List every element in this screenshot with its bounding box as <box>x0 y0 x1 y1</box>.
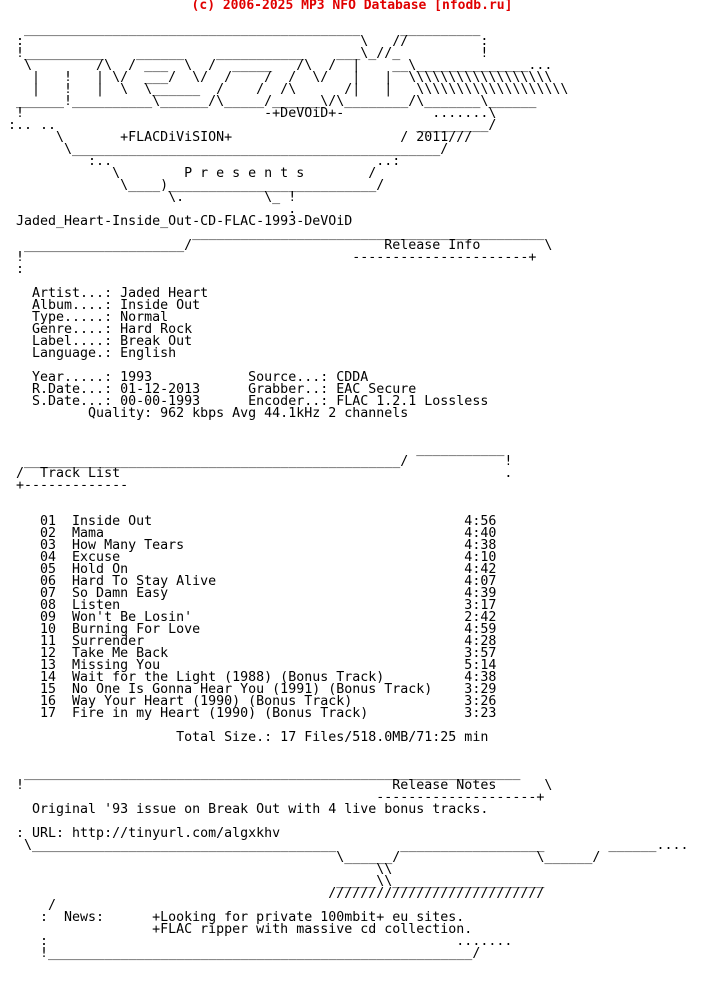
nfo-line: / <box>8 898 57 913</box>
nfo-line: Type.....: Normal <box>8 310 169 325</box>
nfo-line: R.Date...: 01-12-2013 Grabber..: EAC Secure <box>8 382 417 397</box>
nfo-text-body <box>8 12 688 960</box>
nfo-line: \______/ \______/ <box>8 850 601 865</box>
nfo-line: \ +FLACDiViSION+ / 2011/// <box>8 130 473 145</box>
nfo-line: !_____________________________________________________/ <box>8 946 481 961</box>
nfo-line: ! ----------------------+ <box>8 250 537 265</box>
nfo-line: ____________________/ Release Info \ <box>8 238 553 253</box>
nfo-line: !__________ ______ ___________ ___\_//_ ! <box>8 46 489 61</box>
nfo-line: Jaded_Heart-Inside_Out-CD-FLAC-1993-DeVOiD <box>8 214 353 229</box>
nfo-line: _____\\___________________ <box>8 874 545 889</box>
nfo-line: : \ // : <box>8 34 489 49</box>
nfo-line: ____________________________________________ <box>8 226 545 241</box>
nfo-line: 02 Mama 4:40 <box>8 526 497 541</box>
nfo-line: \ P r e s e n t s / <box>8 166 377 181</box>
nfo-line: Original '93 issue on Break Out with 4 live bonus tracks. <box>8 802 489 817</box>
nfo-line: __________________________________________ __________ <box>8 22 481 37</box>
nfo-line: Year.....: 1993 Source...: CDDA <box>8 370 369 385</box>
nfo-line: ______________________________________________________________ <box>8 766 521 781</box>
nfo-line: 14 Wait for the Light (1988) (Bonus Track) 4:38 <box>8 670 497 685</box>
nfo-line: 17 Fire in my Heart (1990) (Bonus Track) 3:23 <box>8 706 497 721</box>
nfo-line: /////////////////////////// <box>8 886 545 901</box>
nfo-line: _______________________________________________/ ! <box>8 454 513 469</box>
nfo-line: | ! | \ \______ / / /\ /| | \\\\\\\\\\\\\\\\\\\ <box>8 82 569 97</box>
nfo-line: \______________________________________________/ <box>8 142 449 157</box>
nfo-line: 16 Way Your Heart (1990) (Bonus Track) 3:26 <box>8 694 497 709</box>
nfo-line: 06 Hard To Stay Alive 4:07 <box>8 574 497 589</box>
nfo-line: 13 Missing You 5:14 <box>8 658 497 673</box>
nfo-line: . <box>8 202 297 217</box>
nfo-line: \____)__________________________/ <box>8 178 385 193</box>
nfo-line: Genre....: Hard Rock <box>8 322 193 337</box>
nfo-line: 12 Take Me Back 3:57 <box>8 646 497 661</box>
nfo-line: 09 Won't Be Losin' 2:42 <box>8 610 497 625</box>
nfo-line: ! Release Notes \ <box>8 778 553 793</box>
nfo-line: 05 Hold On 4:42 <box>8 562 497 577</box>
nfo-line: S.Date...: 00-00-1993 Encoder..: FLAC 1.2.1 Lossless <box>8 394 489 409</box>
nfo-line: 11 Surrender 4:28 <box>8 634 497 649</box>
nfo-line: : URL: http://tinyurl.com/algxkhv <box>8 826 281 841</box>
nfo-line: +------------- <box>8 478 129 493</box>
nfo-line: +FLAC ripper with massive cd collection. <box>8 922 473 937</box>
nfo-line: : <box>8 262 25 277</box>
nfo-line: Label....: Break Out <box>8 334 193 349</box>
nfo-line: \. \_ ! <box>8 190 297 205</box>
nfo-line: / Track List . <box>8 466 513 481</box>
nfo-line: :.. ..: <box>8 154 401 169</box>
nfo-line: :.. .. _________/ <box>8 118 497 133</box>
nfo-line: 07 So Damn Easy 4:39 <box>8 586 497 601</box>
site-header: (c) 2006-2025 MP3 NFO Database [nfodb.ru] <box>191 0 513 13</box>
nfo-line: | ! | \/ ___/ \/ / / / \/ | | \\\\\\\\\\\\\\\\\\ <box>8 70 553 85</box>
nfo-line: Artist...: Jaded Heart <box>8 286 209 301</box>
nfo-line: 03 How Many Tears 4:38 <box>8 538 497 553</box>
nfo-line: \______________________________________ __________________ ______.... <box>8 838 689 853</box>
nfo-line: : News: +Looking for private 100mbit+ eu sites. <box>8 910 465 925</box>
nfo-line: ! -+DeVOiD+- .......\ <box>8 106 497 121</box>
nfo-line: \\ <box>8 862 393 877</box>
nfo-line: ______!__________\______/\_____/______\/\________/\_______\______ <box>8 94 537 109</box>
nfo-line: \ /\ / ___ \ / _____ /\ / | __\______________... <box>8 58 553 73</box>
nfo-line: : ....... <box>8 934 513 949</box>
nfo-line: 01 Inside Out 4:56 <box>8 514 497 529</box>
nfo-line: 15 No One Is Gonna Hear You (1991) (Bonus Track) 3:29 <box>8 682 497 697</box>
nfo-line: 08 Listen 3:17 <box>8 598 497 613</box>
nfo-line: Album....: Inside Out <box>8 298 201 313</box>
nfo-line: 10 Burning For Love 4:59 <box>8 622 497 637</box>
nfo-line: --------------------+ <box>8 790 545 805</box>
nfo-line: 04 Excuse 4:10 <box>8 550 497 565</box>
nfo-line: Quality: 962 kbps Avg 44.1kHz 2 channels <box>8 406 409 421</box>
nfo-line: ___________ <box>8 442 505 457</box>
nfo-line: Total Size.: 17 Files/518.0MB/71:25 min <box>8 730 489 745</box>
nfo-line: Language.: English <box>8 346 177 361</box>
